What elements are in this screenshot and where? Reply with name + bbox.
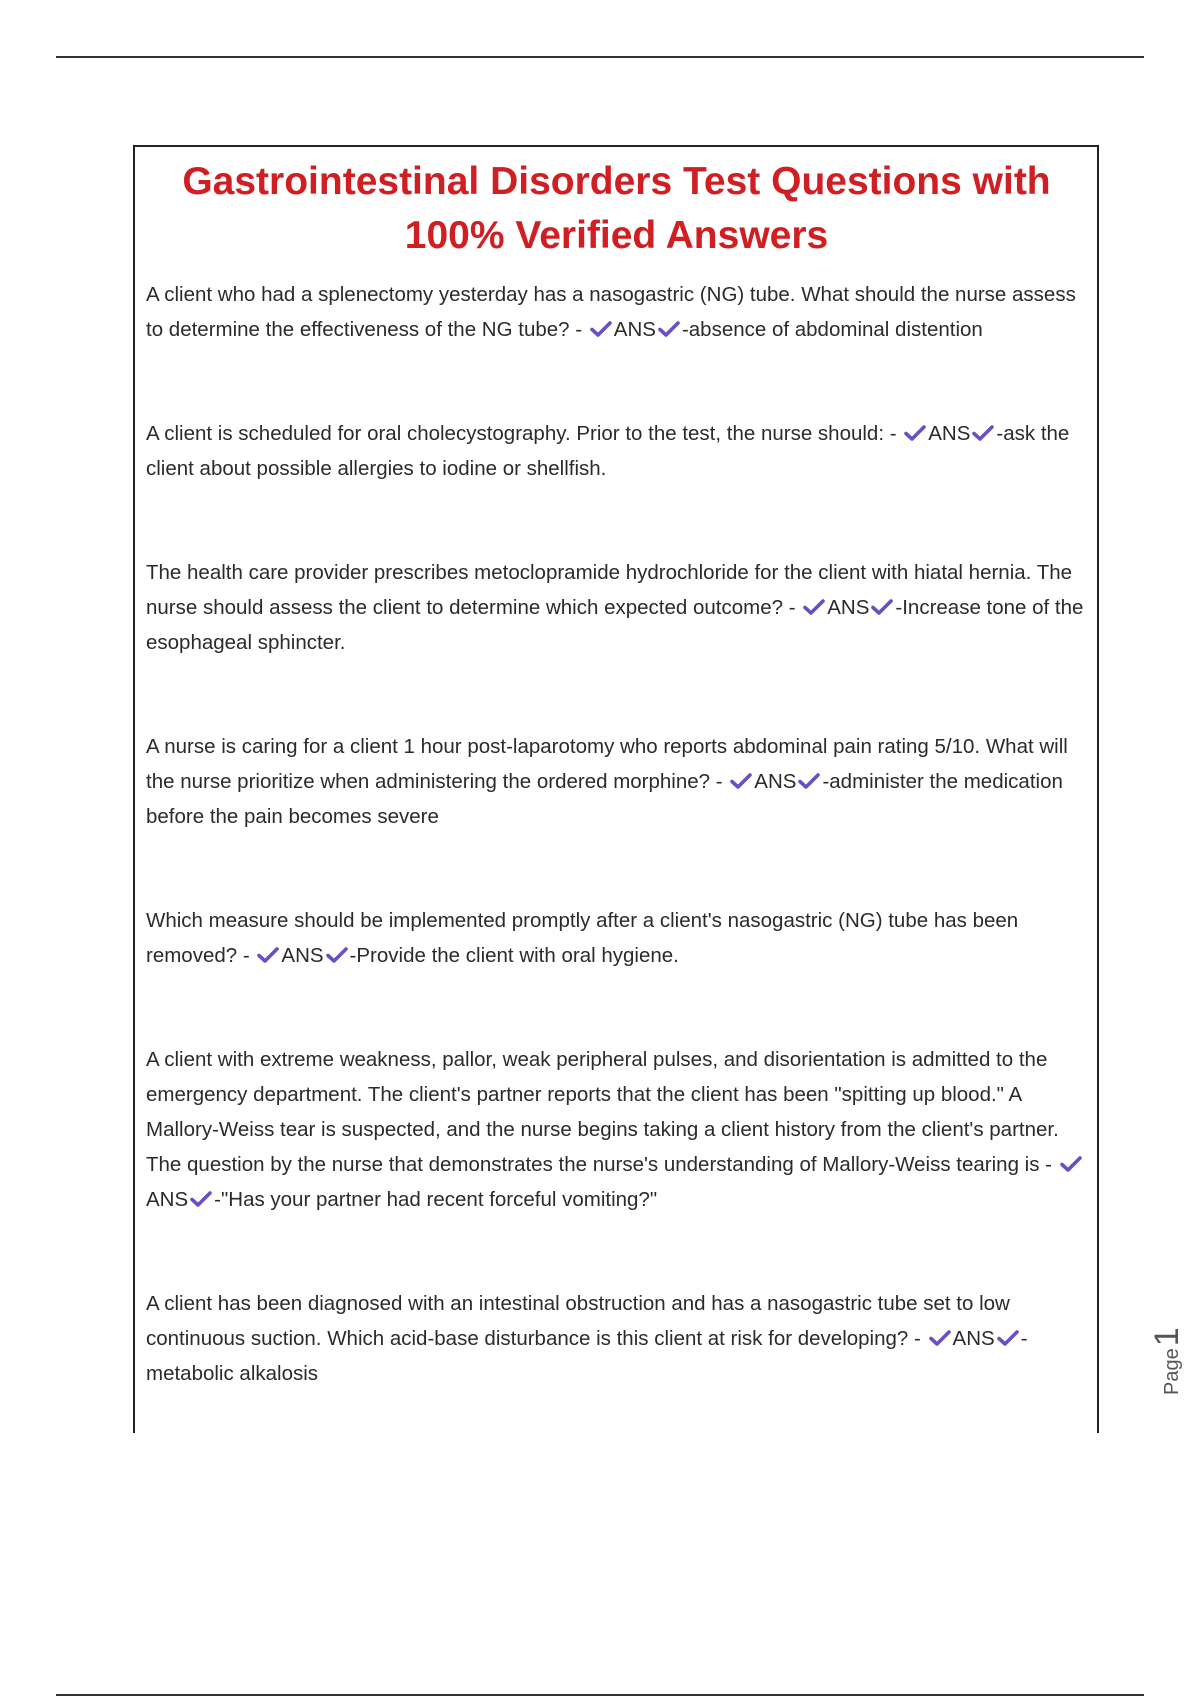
bottom-rule (56, 1694, 1144, 1696)
answer-text: -metabolic alkalosis (146, 1327, 1028, 1385)
page-label (1148, 1327, 1188, 1395)
answer-text: -"Has your partner had recent forceful vomiting?" (214, 1188, 658, 1211)
question-text: A nurse is caring for a client 1 hour post-laparotomy who reports abdominal pain rating 5/10. What will the nurse prioritize when administering the ordered morphine? - (146, 735, 1068, 793)
checkmark-icon (996, 1329, 1020, 1347)
answer-marker: ANS (928, 422, 971, 445)
checkmark-icon (1059, 1155, 1083, 1173)
answer-text: -ask the client about possible allergies to iodine or shellfish. (146, 422, 1070, 480)
checkmark-icon (903, 424, 927, 442)
question-text: A client has been diagnosed with an intestinal obstruction and has a nasogastric tube set to low continuous suction. Which acid-base disturbance is this client at risk for developing? - (146, 1292, 1010, 1350)
answer-marker: ANS (146, 1188, 189, 1211)
page-number: 1 (1148, 1327, 1186, 1347)
answer-text: -administer the medication before the pain becomes severe (146, 770, 1063, 828)
qa-item (146, 277, 1087, 347)
answer-marker: ANS (952, 1327, 995, 1350)
checkmark-icon (802, 598, 826, 616)
qa-item (146, 903, 1087, 973)
document-title: Gastrointestinal Disorders Test Questions with 100% Verified Answers (182, 160, 1051, 257)
checkmark-icon (729, 772, 753, 790)
checkmark-icon (797, 772, 821, 790)
checkmark-icon (870, 598, 894, 616)
question-text: A client is scheduled for oral cholecystography. Prior to the test, the nurse should: - (146, 422, 897, 445)
qa-item (146, 1042, 1087, 1217)
qa-item (146, 555, 1087, 660)
checkmark-icon (325, 946, 349, 964)
question-text: The health care provider prescribes metoclopramide hydrochloride for the client with hiatal hernia. The nurse should assess the client to determine which expected outcome? - (146, 561, 1073, 619)
answer-marker: ANS (827, 596, 870, 619)
checkmark-icon (928, 1329, 952, 1347)
checkmark-icon (256, 946, 280, 964)
page-word: Page (1161, 1348, 1183, 1395)
answer-marker: ANS (613, 318, 656, 341)
answer-text: -Increase tone of the esophageal sphincter. (146, 596, 1084, 654)
answer-marker: ANS (281, 944, 324, 967)
checkmark-icon (189, 1190, 213, 1208)
qa-item (146, 1286, 1087, 1391)
answer-text: -Provide the client with oral hygiene. (349, 944, 679, 967)
checkmark-icon (657, 320, 681, 338)
answer-marker: ANS (754, 770, 797, 793)
qa-list (146, 277, 1087, 1391)
qa-item (146, 416, 1087, 486)
document-frame (133, 145, 1099, 1433)
question-text: A client with extreme weakness, pallor, weak peripheral pulses, and disorientation is admitted to the emergency department. The client's partner reports that the client has been "spitting up blood." A Mallory-Weiss tear is suspected, and the nurse begins taking a client history from the client's partner. The question by the nurse that demonstrates the nurse's understanding of Mallory-Weiss tearing is - (146, 1048, 1059, 1176)
top-rule (56, 56, 1144, 58)
checkmark-icon (971, 424, 995, 442)
question-text: A client who had a splenectomy yesterday has a nasogastric (NG) tube. What should the nurse assess to determine the effectiveness of the NG tube? - (146, 283, 1076, 341)
qa-item (146, 729, 1087, 834)
answer-text: -absence of abdominal distention (681, 318, 983, 341)
question-text: Which measure should be implemented promptly after a client's nasogastric (NG) tube has been removed? - (146, 909, 1019, 967)
checkmark-icon (589, 320, 613, 338)
